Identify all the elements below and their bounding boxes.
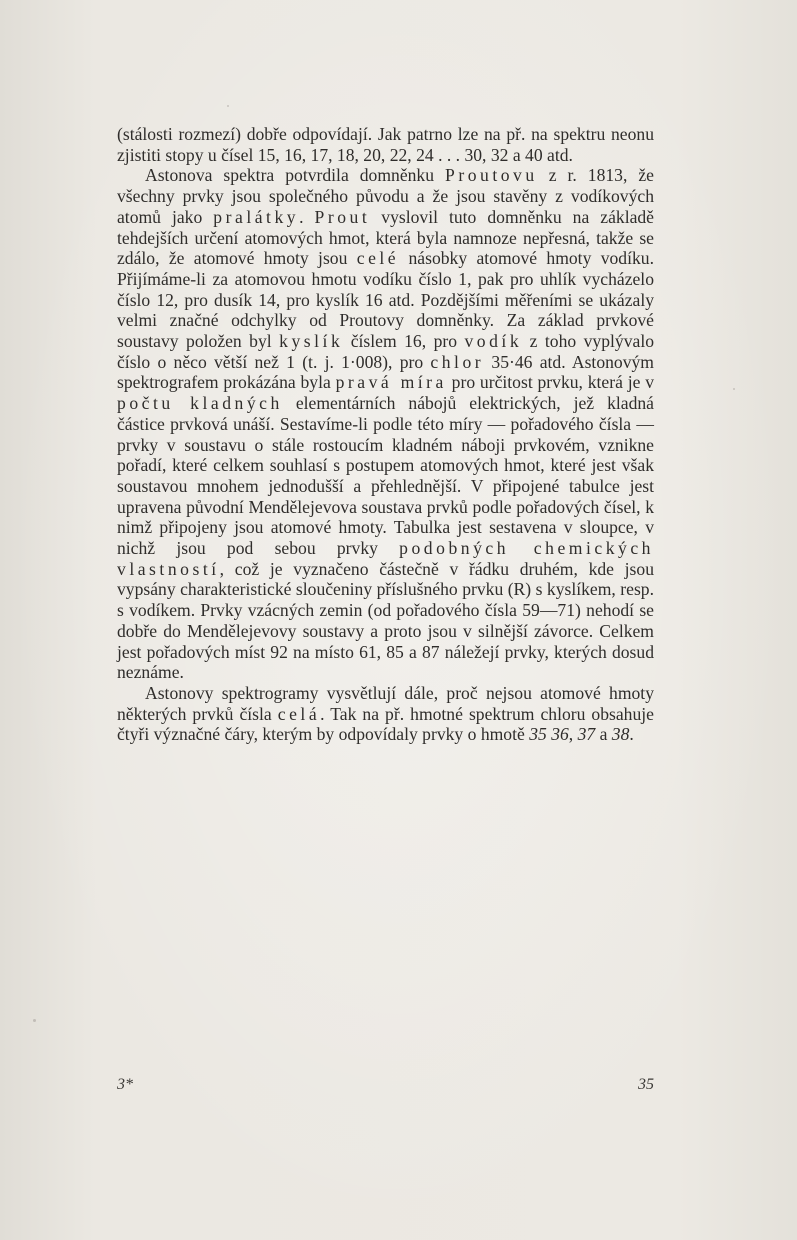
spaced-emphasis: kyslík bbox=[279, 331, 344, 352]
text-run: 35·46 atd. Astonovým spektrografem prokázána byla bbox=[117, 351, 654, 393]
text-run: Astonovy spektrogramy vysvětlují dále, proč nejsou atomové hmoty některých prvků čísla bbox=[117, 682, 654, 724]
paper-speck bbox=[33, 1019, 36, 1022]
text-run: vyslovil tuto domněnku na základě tehdejších určení atomových hmot, která byla namnoze nepřesná, takže se zdálo, že atomové hmoty jsou bbox=[117, 206, 654, 269]
spaced-emphasis: celé bbox=[356, 248, 400, 269]
text-run: Astonova spektra potvrdila domněnku bbox=[145, 165, 446, 186]
page-footer bbox=[117, 1076, 654, 1098]
text-run: číslem 16, pro bbox=[343, 331, 465, 352]
paragraph bbox=[117, 124, 654, 165]
signature-mark: 3* bbox=[117, 1076, 133, 1093]
text-run: z r. 1813, že všechny prvky jsou společného původu a že jsou stavěny z vodíkových atomů jako bbox=[117, 165, 654, 227]
italic-number: 36 bbox=[551, 724, 569, 745]
text-run: . Tak na př. hmotné spektrum chloru obsahuje čtyři význačné čáry, kterým by odpovídaly prvky o hmotě bbox=[117, 703, 654, 745]
text-run: z toho vyplývalo číslo o něco větší než 1 (t. j. 1·008), pro bbox=[117, 331, 654, 372]
spaced-emphasis: pralátky bbox=[213, 206, 300, 227]
spaced-emphasis: Prout bbox=[314, 206, 371, 227]
text-run: (stálosti rozmezí) dobře odpovídají. Jak patrno lze na př. na spektru neonu zjistiti stopy u čísel 15, 16, 17, 18, 20, 22, 24 . . . 30, 32 a 40 atd. bbox=[117, 124, 654, 165]
text-run: . bbox=[629, 724, 634, 745]
text-run: . bbox=[299, 206, 315, 227]
paper-speck bbox=[227, 105, 229, 107]
page-number: 35 bbox=[638, 1076, 654, 1093]
italic-number: 37 bbox=[577, 724, 596, 745]
spaced-emphasis: pravá míra bbox=[335, 372, 447, 393]
paragraph bbox=[117, 683, 654, 745]
text-run: , bbox=[568, 724, 578, 745]
text-run: a bbox=[595, 724, 612, 745]
text-run: , což je vyznačeno částečně v řádku druhém, kde jsou vypsány charakteristické sloučeniny příslušného prvku (R) s kyslíkem, resp. s vodíkem. Prvky vzácných zemin (od pořadového čísla 59—71) nehodí se dobře do Mendělejevovy soustavy a proto jsou v silnější závorce. Celkem jest pořadových míst 92 na místo 61, 85 a 87 náležejí prvky, kterých dosud neznáme. bbox=[117, 558, 654, 683]
text-run: násobky atomové hmoty vodíku. Přijímáme-li za atomovou hmotu vodíku číslo 1, pak pro uhlík vycházelo číslo 12, pro dusík 14, pro kyslík 16 atd. Pozdějšími měřeními se ukázaly velmi značné odchylky od Proutovy domněnky. Za základ prvkové soustavy položen byl bbox=[117, 248, 654, 352]
spaced-emphasis: počtu kladných bbox=[117, 393, 283, 414]
paper-speck bbox=[733, 388, 735, 390]
italic-number: 35 bbox=[529, 724, 547, 745]
spaced-emphasis: vodík bbox=[464, 331, 523, 352]
text-run: pro určitost prvku, která je v bbox=[446, 372, 654, 393]
spaced-emphasis: chlor bbox=[430, 351, 485, 372]
text-run: elementárních nábojů elektrických, jež kladná částice prvková unáší. Sestavíme-li podle této míry — pořadového čísla — prvky v soustavu o stále rostoucím kladném náboji prvkovém, vznikne pořadí, které celkem souhlasí s postupem atomových hmot, které jest však soustavou mnohem jednodušší a přehlednější. V připojené tabulce jest upravena původní Mendělejevova soustava prvků podle pořadových čísel, k nimž připojeny jsou atomové hmoty. Tabulka jest sestavena v sloupce, v nichž jsou pod sebou prvky bbox=[117, 393, 654, 559]
spaced-emphasis: Proutovu bbox=[445, 165, 538, 186]
spaced-emphasis: celá bbox=[277, 703, 321, 724]
spaced-emphasis: podobných chemických vlastností bbox=[117, 538, 655, 579]
italic-number: 38 bbox=[611, 724, 630, 745]
paragraph bbox=[117, 165, 654, 683]
body-text bbox=[117, 124, 654, 745]
